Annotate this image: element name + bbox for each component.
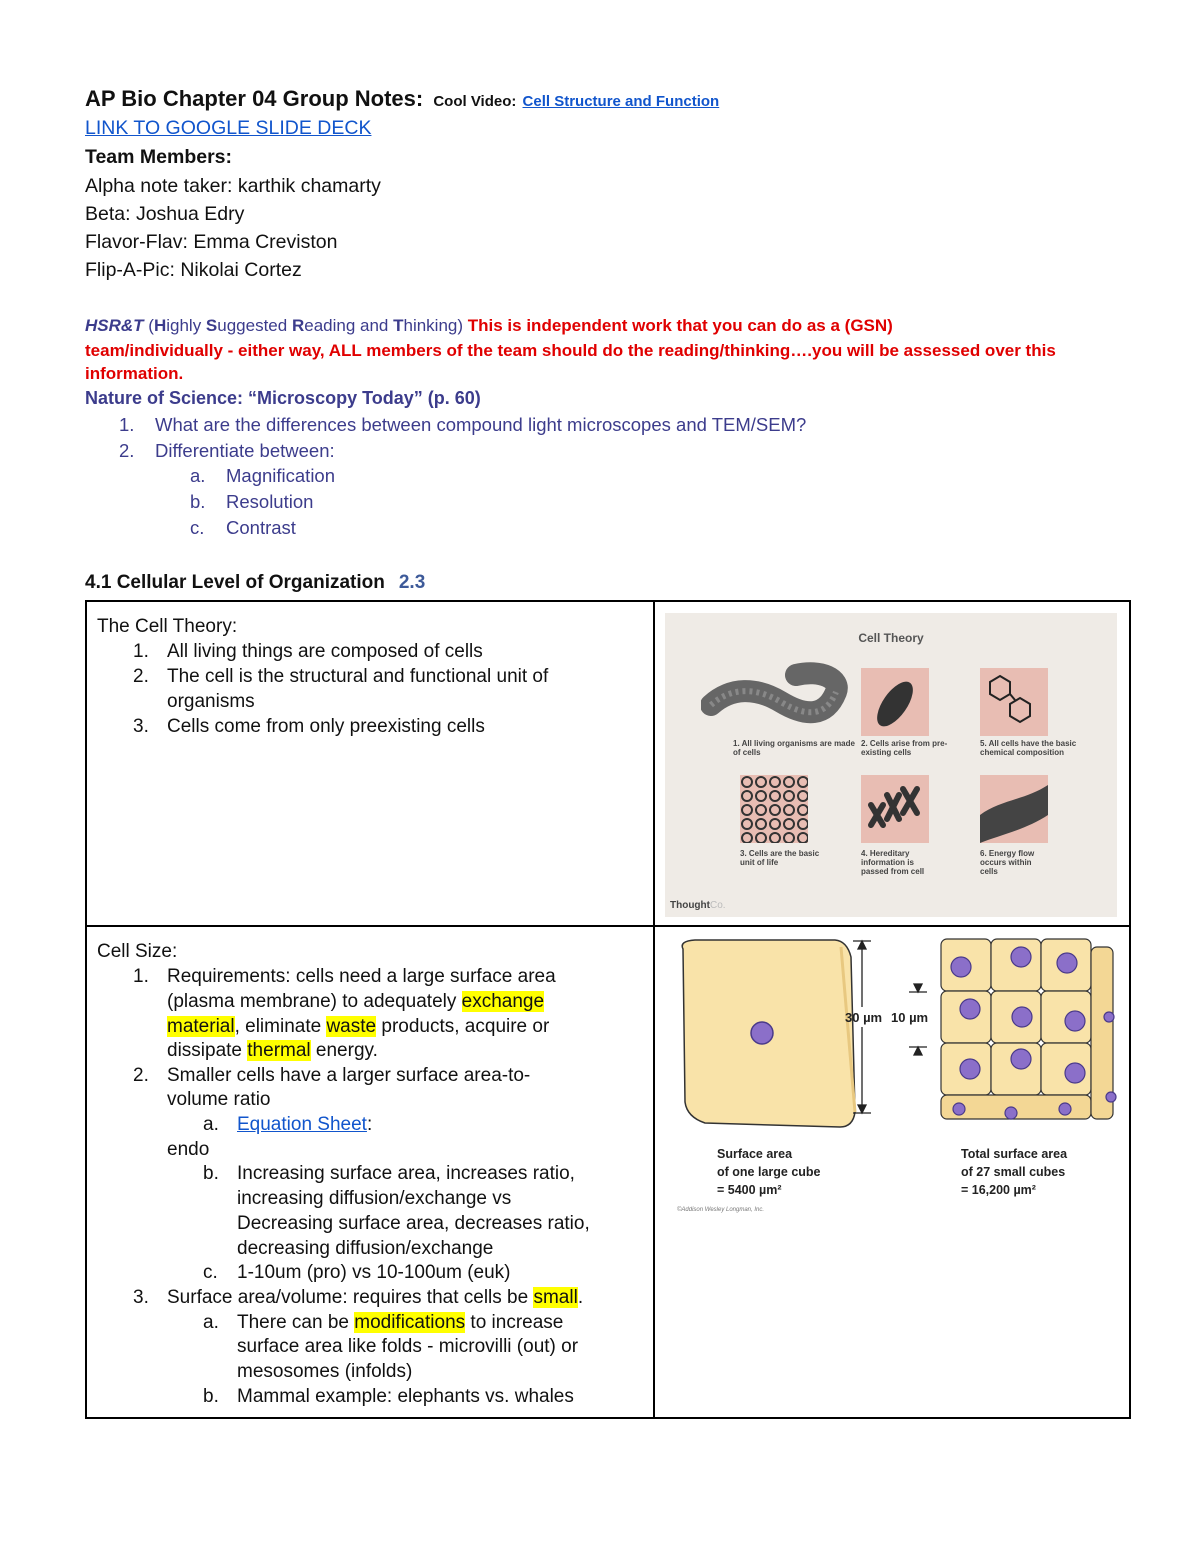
team-members-label: Team Members:: [85, 146, 233, 168]
list-item: There can be modifications to increase: [237, 1312, 564, 1333]
infographic-caption: 4. Hereditary information is passed from cell: [861, 849, 925, 876]
large-cube-caption: Surface area of one large cube = 5400 µm²: [717, 1147, 821, 1197]
team-member: Beta: Joshua Edry: [85, 203, 245, 225]
question-number: 1.: [119, 414, 135, 435]
list-item: dissipate thermal energy.: [167, 1040, 378, 1061]
list-item: endo: [167, 1139, 210, 1160]
list-number: 3.: [133, 1287, 149, 1308]
question-text: Differentiate between:: [155, 440, 335, 461]
thoughtco-logo: ThoughtCo.: [670, 900, 726, 911]
notes-table: [85, 600, 1131, 1419]
list-number: 3.: [133, 716, 149, 737]
list-number: 2.: [133, 1065, 149, 1086]
list-item: Surface area/volume: requires that cells be small.: [167, 1287, 584, 1308]
table-row: [86, 926, 1130, 1418]
list-item: Smaller cells have a larger surface area-to-: [167, 1065, 531, 1086]
list-item: material, eliminate waste products, acquire or: [167, 1016, 550, 1037]
dimension-arrows: [853, 941, 927, 1113]
chromosome-tile: [861, 775, 929, 843]
table-row: [86, 601, 1130, 926]
sub-letter: b.: [203, 1386, 219, 1407]
list-number: 1.: [133, 966, 149, 987]
list-item: Decreasing surface area, decreases ratio,: [237, 1213, 590, 1234]
highlight: exchange: [461, 991, 545, 1012]
team-member: Alpha note taker: karthik chamarty: [85, 175, 381, 197]
list-item: Mammal example: elephants vs. whales: [237, 1386, 574, 1407]
cell-size-heading: Cell Size:: [97, 941, 178, 962]
sub-letter: a.: [203, 1114, 219, 1135]
list-item: 1-10um (pro) vs 10-100um (euk): [237, 1262, 511, 1283]
energy-flow-tile: [980, 775, 1048, 843]
list-item: Equation Sheet:: [237, 1114, 373, 1135]
sub-item: Contrast: [226, 517, 296, 538]
hsrt-instructions: This is independent work that you can do as a (GSN): [467, 316, 893, 335]
infographic-caption: 3. Cells are the basic unit of life: [740, 849, 820, 867]
chemical-composition-tile: [980, 668, 1048, 736]
list-item: Increasing surface area, increases ratio,: [237, 1163, 575, 1184]
list-item: mesosomes (infolds): [237, 1361, 413, 1382]
sub-letter: c.: [203, 1262, 218, 1283]
list-number: 1.: [133, 641, 149, 662]
list-item: The cell is the structural and functional unit of: [167, 666, 549, 687]
sub-letter: b.: [203, 1163, 219, 1184]
infographic-title: Cell Theory: [858, 631, 924, 645]
highlight: small: [533, 1287, 578, 1308]
highlight: modifications: [354, 1312, 466, 1333]
cell-size-text-cell: [86, 926, 654, 1418]
cell-theory-text-cell: [86, 601, 654, 926]
sub-item: Magnification: [226, 465, 336, 486]
list-item: Requirements: cells need a large surface area: [167, 966, 556, 987]
cool-video-link[interactable]: Cell Structure and Function: [522, 93, 720, 110]
cell-theory-figure-cell: [654, 601, 1130, 926]
team-member: Flip-A-Pic: Nikolai Cortez: [85, 259, 302, 281]
list-item: volume ratio: [167, 1089, 271, 1110]
cell-theory-infographic: [665, 613, 1117, 917]
section-number: 2.3: [398, 572, 426, 593]
snake-image: [701, 657, 851, 737]
cells-arise-tile: [861, 668, 929, 736]
list-item: organisms: [167, 691, 255, 712]
list-item: Cells come from only preexisting cells: [167, 716, 485, 737]
infographic-caption: 6. Energy flow occurs within cells: [980, 849, 1035, 876]
list-item: All living things are composed of cells: [167, 641, 483, 662]
small-cubes-caption: Total surface area of 27 small cubes = 16,200 µm²: [961, 1147, 1068, 1197]
highlight: waste: [326, 1016, 377, 1037]
team-member: Flavor-Flav: Emma Creviston: [85, 231, 338, 253]
dimension-label: 30 µm: [845, 1010, 883, 1025]
chromosome-icon: [861, 775, 929, 843]
cell-theory-heading: The Cell Theory:: [97, 616, 238, 637]
question-number: 2.: [119, 440, 135, 461]
cell-size-figure-cell: [654, 926, 1130, 1418]
question-text: What are the differences between compound light microscopes and TEM/SEM?: [155, 414, 807, 435]
infographic-caption: 5. All cells have the basic chemical composition: [980, 739, 1077, 757]
infographic-caption: 2. Cells arise from pre-existing cells: [861, 739, 948, 757]
highlight: thermal: [247, 1040, 311, 1061]
list-item: increasing diffusion/exchange vs: [237, 1188, 512, 1209]
dimension-label: 10 µm: [891, 1010, 929, 1025]
sub-item: Resolution: [226, 491, 314, 512]
surface-area-diagram: [665, 937, 1125, 1137]
sub-letter: b.: [190, 491, 206, 512]
sub-letter: c.: [190, 517, 205, 538]
equation-sheet-link[interactable]: Equation Sheet: [237, 1114, 367, 1135]
molecule-icon: [980, 668, 1048, 736]
infographic-caption: 1. All living organisms are made of cells: [733, 739, 855, 757]
section-heading: 4.1 Cellular Level of Organization 2.3: [85, 572, 426, 593]
list-item: surface area like folds - microvilli (out) or: [237, 1336, 579, 1357]
sub-letter: a.: [190, 465, 206, 486]
list-item: decreasing diffusion/exchange: [237, 1238, 494, 1259]
hsrt-instructions-line: information.: [85, 364, 184, 383]
sub-letter: a.: [203, 1312, 219, 1333]
highlight: material: [167, 1016, 235, 1037]
hsrt-instructions-line: team/individually - either way, ALL members of the team should do the reading/thinking….you will be assessed over this: [85, 341, 1056, 360]
cell-unit-tile: [740, 775, 808, 843]
nature-of-science-heading: Nature of Science: “Microscopy Today” (p. 60): [85, 388, 481, 408]
page-title: AP Bio Chapter 04 Group Notes: Cool Video: Cell Structure and Function: [85, 86, 720, 111]
cool-video-label: Cool Video:: [433, 93, 517, 110]
google-slide-deck-link[interactable]: LINK TO GOOGLE SLIDE DECK: [85, 117, 372, 139]
hsrt-line: HSR&T (Highly Suggested Reading and Thinking) This is independent work that you can do as a (GSN): [85, 316, 893, 335]
list-item: (plasma membrane) to adequately exchange: [167, 991, 545, 1012]
list-number: 2.: [133, 666, 149, 687]
figure-credit: ©Addison Wesley Longman, Inc.: [677, 1207, 765, 1213]
nucleus-icon: [751, 1022, 773, 1044]
